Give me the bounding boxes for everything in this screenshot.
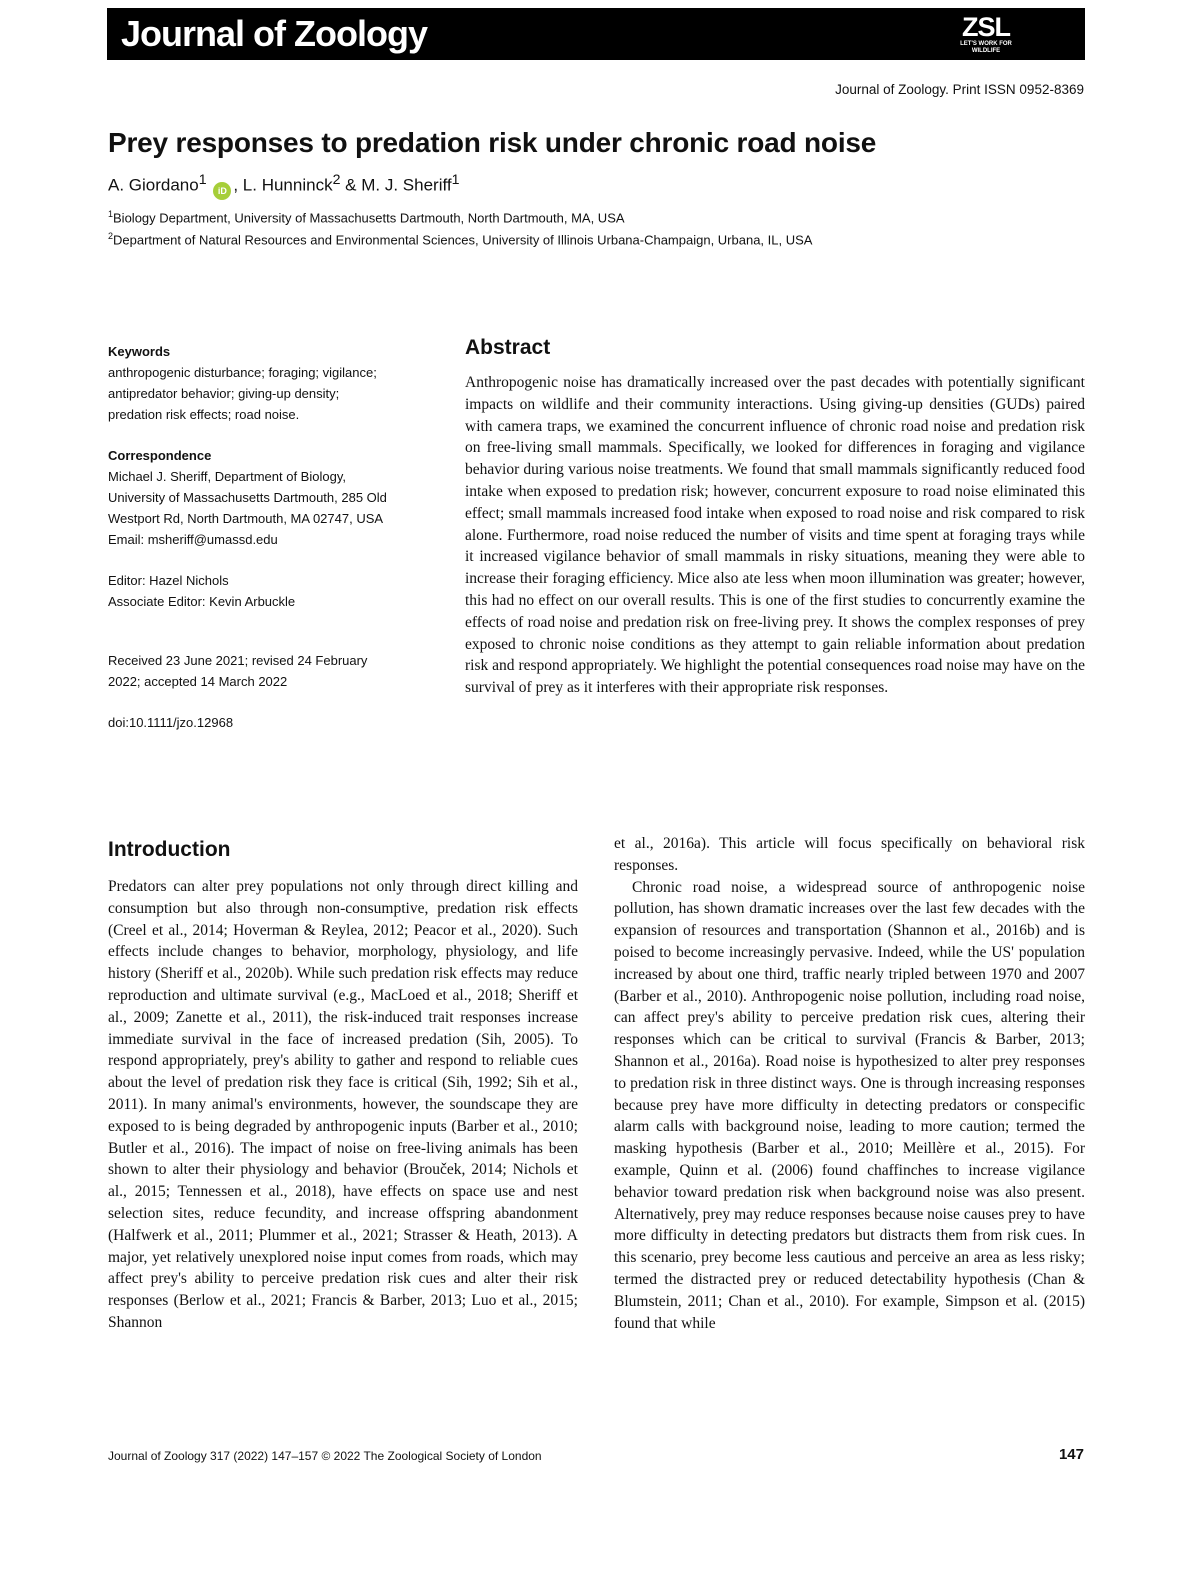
zsl-logo-subtext: LET'S WORK FOR WILDLIFE (960, 41, 1012, 54)
keywords-line: antipredator behavior; giving-up density; (108, 386, 340, 401)
orcid-icon[interactable]: iD (213, 182, 231, 200)
affiliation-1 (108, 209, 625, 225)
keywords-line: anthropogenic disturbance; foraging; vigilance; (108, 365, 377, 380)
author-list (108, 172, 460, 200)
intro-paragraph: Chronic road noise, a widespread source of anthropogenic noise pollution, has shown dramatic increases over the last few decades with the expansion of resources and transportation (Shannon et al., 2016b) and is poised to become increasingly pervasive. Indeed, while the US' population increased by about one third, traffic nearly tripled between 1970 and 2007 (Barber et al., 2010). Anthropogenic noise pollution, including road noise, can affect prey's ability to perceive predation risk cues, altering their responses which can be critical to survival (Francis & Barber, 2013; Shannon et al., 2016a). Road noise is hypothesized to alter prey responses to predation risk in three distinct ways. One is through increasing responses because prey have more difficulty in detecting predators or conspecific alarm calls with background noise, leading to more caution; termed the masking hypothesis (Barber et al., 2010; Meillère et al., 2015). For example, Quinn et al. (2006) found chaffinches to increase vigilance behavior toward predation risk when background noise was also present. Alternatively, prey may reduce responses because noise causes prey to have more difficulty in detecting predators but distracts them from risk cues. In this scenario, prey become less cautious and perceive an area as less risky; termed the distracted prey or reduced detectability hypothesis (Chan & Blumstein, 2011; Chan et al., 2010). For example, Simpson et al. (2015) found that while (614, 878, 1085, 1332)
correspondence-line: University of Massachusetts Dartmouth, 285 Old (108, 490, 387, 505)
correspondence-email[interactable]: Email: msheriff@umassd.edu (108, 532, 278, 547)
abstract-text: Anthropogenic noise has dramatically increased over the past decades with potentially significant impacts on wildlife and their community interactions. Using giving-up densities (GUDs) paired with camera traps, we examined the concurrent influence of chronic road noise and predation risk on free-living small mammals. Specifically, we looked for differences in foraging and vigilance behavior during various noise treatments. We found that small mammals significantly reduced food intake when exposed to predation risk; however, concurrent exposure to road noise eliminated this effect; small mammals increased food intake when exposed to road noise and risk compared to risk alone. Furthermore, road noise reduced the number of visits and time spent at foraging trays while it increased vigilance behavior of small mammals in risky situations, meaning they were able to increase their foraging efficiency. Mice also ate less when moon illumination was greater; however, this had no effect on our overall results. This is one of the first studies to concurrently examine the effects of road noise and predation risk on free-living prey. It shows the complex responses of prey exposed to chronic noise conditions as they attempt to gain reliable information about predation risk and respond appropriately. We highlight the potential consequences road noise may have on the survival of prey as it interferes with their appropriate risk responses. (465, 374, 1085, 697)
associate-editor-line: Associate Editor: Kevin Arbuckle (108, 594, 296, 609)
correspondence-line: Michael J. Sheriff, Department of Biology, (108, 469, 346, 484)
footer-citation: Journal of Zoology 317 (2022) 147–157 © 2022 The Zoological Society of London (108, 1449, 542, 1463)
article-title: Prey responses to predation risk under chronic road noise (108, 127, 877, 158)
dates-block (108, 650, 448, 692)
journal-banner (107, 8, 1085, 60)
affiliation-text: Department of Natural Resources and Environmental Sciences, University of Illinois Urbana-Champaign, Urbana, IL, USA (113, 232, 813, 248)
author-name[interactable]: A. Giordano (108, 175, 199, 195)
intro-column-left (108, 838, 578, 1334)
author-affil-sup: 1 (451, 172, 460, 188)
received-line: Received 23 June 2021; revised 24 February (108, 653, 368, 668)
affiliation-number: 2 (108, 231, 114, 241)
editor-line: Editor: Hazel Nichols (108, 573, 229, 588)
intro-paragraph: et al., 2016a). This article will focus specifically on behavioral risk responses. (614, 835, 1085, 874)
print-issn: Journal of Zoology. Print ISSN 0952-8369 (835, 82, 1084, 97)
abstract-heading: Abstract (465, 336, 551, 359)
article-sidebar (108, 341, 448, 733)
affiliation-number: 1 (108, 209, 114, 219)
doi-link[interactable]: doi:10.1111/jzo.12968 (108, 715, 234, 730)
received-line: 2022; accepted 14 March 2022 (108, 674, 288, 689)
author-affil-sup: 1 (198, 172, 207, 188)
correspondence-heading: Correspondence (108, 448, 212, 463)
author-name[interactable]: & M. J. Sheriff (340, 175, 452, 195)
author-name[interactable]: , L. Hunninck (233, 175, 333, 195)
keywords-block (108, 341, 448, 425)
introduction-heading: Introduction (108, 838, 231, 861)
intro-column-right (614, 833, 1085, 1334)
editors-block (108, 570, 448, 612)
keywords-heading: Keywords (108, 344, 171, 359)
keywords-line: predation risk effects; road noise. (108, 407, 300, 422)
correspondence-block (108, 445, 448, 550)
affiliation-2 (108, 231, 812, 247)
intro-paragraph: Predators can alter prey populations not only through direct killing and consumption but also through non-consumptive, predation risk effects (Creel et al., 2014; Hoverman & Reylea, 2012; Peacor et al., 2020). Such effects include changes to behavior, morphology, physiology, and life history (Sheriff et al., 2020b). While such predation risk effects may reduce reproduction and ultimate survival (e.g., MacLoed et al., 2018; Sheriff et al., 2009; Zanette et al., 2011), the risk-induced trait responses increase immediate survival in the face of increased predation (Sih, 2005). To respond appropriately, prey's ability to gather and respond to reliable cues about the level of predation risk they face is critical (Sih, 1992; Sih et al., 2011). In many animal's environments, however, the soundscape they are exposed to is being degraded by anthropogenic inputs (Barber et al., 2010; Butler et al., 2016). The impact of noise on free-living animals has been shown to alter their physiology and behavior (Brouček, 2014; Nichols et al., 2015; Tennessen et al., 2018), have effects on space use and nest selection sites, reduce fecundity, and increase offspring abandonment (Halfwerk et al., 2011; Plummer et al., 2021; Strasser & Heath, 2013). A major, yet relatively unexplored noise input comes from roads, which may affect prey's ability to perceive predation risk cues and alter their risk responses (Berlow et al., 2021; Francis & Barber, 2013; Luo et al., 2015; Shannon (108, 878, 578, 1331)
zsl-logo (955, 14, 1017, 54)
correspondence-line: Westport Rd, North Dartmouth, MA 02747, USA (108, 511, 384, 526)
affiliation-text: Biology Department, University of Massachusetts Dartmouth, North Dartmouth, MA, USA (113, 210, 625, 226)
page-number: 147 (1058, 1446, 1084, 1463)
zsl-logo-text: ZSL (962, 12, 1010, 42)
journal-title: Journal of Zoology (121, 13, 427, 54)
abstract-section (465, 336, 1085, 699)
author-affil-sup: 2 (332, 172, 341, 188)
